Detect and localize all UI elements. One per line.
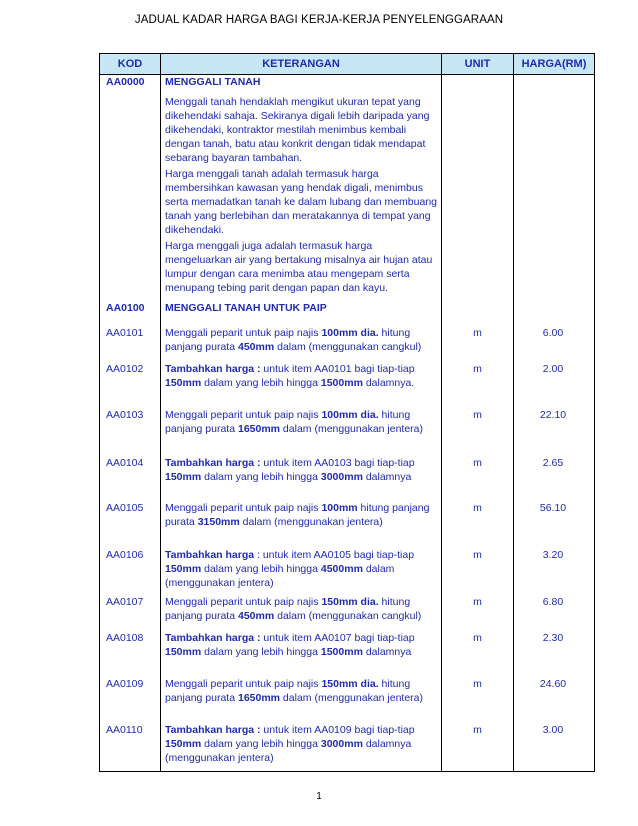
description-text: Menggali peparit untuk paip najis [165, 409, 322, 421]
description-text: 1650mm [237, 423, 281, 435]
item-code: AA0100 [100, 295, 161, 321]
description-text: Tambahkan harga : [165, 363, 261, 375]
item-description [161, 543, 442, 590]
description-text: 450mm [237, 341, 275, 353]
item-price: 3.00 [514, 718, 595, 772]
description-text: hitung panjang purata [165, 678, 411, 704]
description-text: hitung panjang purata [165, 502, 430, 528]
description-text: 1650mm [237, 692, 281, 704]
section-paragraph: Harga menggali juga adalah termasuk harga mengeluarkan air yang bertakung misalnya air hujan atau lumpur dengan cara menimba atau mengepam serta menupang tebing parit dengan papan dan kayu. [165, 240, 433, 294]
description-text: dalam (menggunakan jentera) [239, 516, 383, 528]
header-kod: KOD [100, 54, 161, 75]
item-description [161, 451, 442, 496]
item-unit: m [442, 718, 514, 772]
description-text: Tambahkan harga : [165, 632, 261, 644]
item-code: AA0110 [100, 718, 161, 772]
item-unit: m [442, 543, 514, 590]
item-code: AA0101 [100, 321, 161, 357]
description-text: hitung panjang purata [165, 596, 411, 622]
description-text: dalamnya (menggunakan jentera) [165, 738, 412, 764]
description-text: 4500mm [320, 563, 363, 575]
item-description [161, 496, 442, 543]
table-row [100, 590, 595, 626]
item-price: 6.80 [514, 590, 595, 626]
description-text: hitung panjang purata [165, 409, 411, 435]
item-description [161, 626, 442, 672]
description-text: 150mm [165, 377, 202, 389]
description-text: 3000mm [320, 738, 363, 750]
item-unit: m [442, 357, 514, 403]
description-text: Menggali peparit untuk paip najis [165, 678, 322, 690]
section-heading: MENGGALI TANAH UNTUK PAIP [161, 295, 442, 321]
item-unit: m [442, 590, 514, 626]
item-description [161, 321, 442, 357]
description-text: Tambahkan harga : [165, 457, 261, 469]
item-code: AA0108 [100, 626, 161, 672]
description-text: 100mm dia. [321, 409, 379, 421]
section-heading: MENGGALI TANAH [165, 76, 261, 88]
item-description [161, 718, 442, 772]
item-description [161, 672, 442, 718]
description-text: dalam yang lebih hingga [201, 738, 321, 750]
description-text: Menggali peparit untuk paip najis [165, 596, 322, 608]
table-row [100, 543, 595, 590]
item-unit: m [442, 672, 514, 718]
table-row [100, 403, 595, 451]
description-text: Menggali peparit untuk paip najis [165, 502, 322, 514]
item-description [161, 75, 442, 296]
item-unit: m [442, 626, 514, 672]
table-row [100, 496, 595, 543]
item-description [161, 357, 442, 403]
item-code: AA0109 [100, 672, 161, 718]
item-price: 2.00 [514, 357, 595, 403]
item-unit: m [442, 403, 514, 451]
description-text: dalamnya. [362, 377, 415, 389]
description-text: untuk item AA0103 bagi tiap-tiap [260, 457, 415, 469]
description-text: 150mm [165, 471, 202, 483]
description-text: 100mm dia. [321, 327, 379, 339]
description-text: untuk item AA0109 bagi tiap-tiap [260, 724, 415, 736]
description-text: 1500mm [320, 377, 363, 389]
item-price: 6.00 [514, 321, 595, 357]
description-text: dalam (menggunakan cangkul) [274, 610, 422, 622]
section-paragraph: Harga menggali tanah adalah termasuk harga membersihkan kawasan yang hendak digali, menimbus serta memadatkan tanah ke dalam lubang dan membuang tanah yang berlebihan dan meratakannya di tempat yang dikehendaki. [165, 168, 438, 236]
item-unit: m [442, 496, 514, 543]
description-text: : untuk item AA0105 bagi tiap-tiap [254, 549, 415, 561]
header-harga: HARGA(RM) [514, 54, 595, 75]
item-price: 2.30 [514, 626, 595, 672]
item-code: AA0000 [100, 75, 161, 296]
table-row [100, 295, 595, 321]
description-text: 3150mm [197, 516, 240, 528]
header-unit: UNIT [442, 54, 514, 75]
description-text: dalam yang lebih hingga [201, 646, 321, 658]
table-row [100, 357, 595, 403]
description-text: Tambahkan harga : [165, 724, 261, 736]
description-text: 150mm [165, 646, 202, 658]
description-text: dalam (menggunakan cangkul) [274, 341, 422, 353]
item-description [161, 590, 442, 626]
description-text: hitung panjang purata [165, 327, 411, 353]
description-text: dalamnya [362, 646, 412, 658]
table-row [100, 451, 595, 496]
page-title: JADUAL KADAR HARGA BAGI KERJA-KERJA PENYELENGGARAAN [134, 14, 504, 26]
description-text: Menggali peparit untuk paip najis [165, 327, 322, 339]
description-text: 450mm [237, 610, 275, 622]
description-text: 150mm dia. [321, 678, 379, 690]
description-text: dalam (menggunakan jentera) [165, 563, 395, 589]
item-code: AA0102 [100, 357, 161, 403]
description-text: dalam yang lebih hingga [201, 563, 321, 575]
item-price: 56.10 [514, 496, 595, 543]
item-price: 2.65 [514, 451, 595, 496]
description-text: 1500mm [320, 646, 363, 658]
section-paragraph: Menggali tanah hendaklah mengikut ukuran tepat yang dikehendaki sahaja. Sekiranya digali lebih daripada yang dikehendaki, kontraktor mestilah menimbus kembali dengan tanah, batu atau konkrit dengan tidak mendapat sebarang bayaran tambahan. [165, 96, 430, 164]
description-text: Tambahkan harga [165, 549, 255, 561]
item-code: AA0104 [100, 451, 161, 496]
description-text: 150mm dia. [321, 596, 379, 608]
description-text: 100mm [321, 502, 358, 514]
description-text: dalamnya [362, 471, 412, 483]
description-text: untuk item AA0107 bagi tiap-tiap [260, 632, 415, 644]
description-text: dalam (menggunakan jentera) [280, 692, 424, 704]
description-text: dalam (menggunakan jentera) [280, 423, 424, 435]
rate-table [99, 53, 595, 772]
item-code: AA0105 [100, 496, 161, 543]
description-text: 150mm [165, 738, 202, 750]
header-keterangan: KETERANGAN [161, 54, 442, 75]
description-text: untuk item AA0101 bagi tiap-tiap [260, 363, 415, 375]
table-row [100, 75, 595, 296]
item-unit: m [442, 321, 514, 357]
item-unit: m [442, 451, 514, 496]
table-row [100, 321, 595, 357]
item-code: AA0107 [100, 590, 161, 626]
description-text: 150mm [165, 563, 202, 575]
item-price: 22.10 [514, 403, 595, 451]
item-code: AA0103 [100, 403, 161, 451]
item-price: 3.20 [514, 543, 595, 590]
item-price: 24.60 [514, 672, 595, 718]
item-code: AA0106 [100, 543, 161, 590]
table-header-row [100, 54, 595, 75]
description-text: dalam yang lebih hingga [201, 377, 321, 389]
table-row [100, 672, 595, 718]
description-text: dalam yang lebih hingga [201, 471, 321, 483]
table-row [100, 626, 595, 672]
item-description [161, 403, 442, 451]
description-text: 3000mm [320, 471, 363, 483]
table-row [100, 718, 595, 772]
page-number: 1 [316, 791, 322, 802]
